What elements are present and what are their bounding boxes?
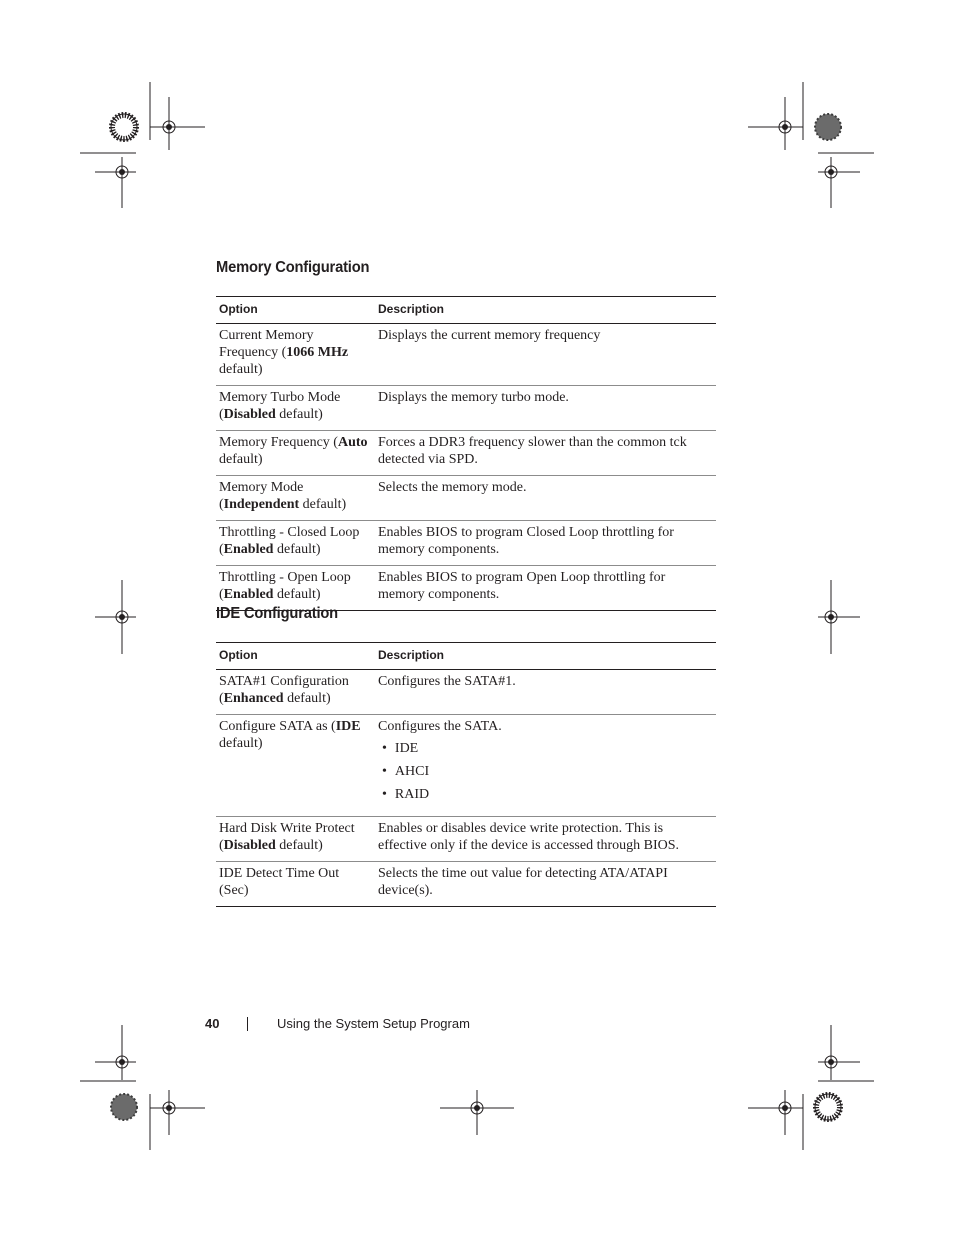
description-cell: Selects the memory mode. (375, 476, 716, 521)
description-cell: Selects the time out value for detecting ATA/ATAPI device(s). (375, 862, 716, 907)
ide-configuration-heading: IDE Configuration (216, 605, 338, 622)
option-column-header: Option (216, 297, 375, 324)
footer-chapter-title: Using the System Setup Program (277, 1016, 470, 1031)
table-header-row (216, 297, 716, 324)
description-cell: Displays the memory turbo mode. (375, 386, 716, 431)
description-cell: Enables BIOS to program Closed Loop throttling for memory components. (375, 521, 716, 566)
ide-rows (216, 670, 716, 907)
option-column-header: Option (216, 643, 375, 670)
memory-configuration-heading: Memory Configuration (216, 259, 370, 276)
description-cell: Forces a DDR3 frequency slower than the common tck detected via SPD. (375, 431, 716, 476)
table-row (216, 670, 716, 715)
table-row (216, 862, 716, 907)
description-cell: Enables or disables device write protection. This is effective only if the device is accessed through BIOS. (375, 817, 716, 862)
table-row (216, 476, 716, 521)
bullet-item: • AHCI (382, 763, 713, 780)
option-cell: SATA#1 Configuration (Enhanced default) (216, 670, 375, 715)
table-row (216, 431, 716, 476)
ide-configuration-table (216, 642, 716, 907)
footer-divider (247, 1017, 248, 1031)
table-row (216, 566, 716, 611)
option-cell: IDE Detect Time Out (Sec) (216, 862, 375, 907)
description-cell (375, 715, 716, 817)
bullet-item: • IDE (382, 740, 713, 757)
table-row (216, 715, 716, 817)
bullet-item: • RAID (382, 786, 713, 803)
option-cell: Configure SATA as (IDE default) (216, 715, 375, 817)
description-cell: Enables BIOS to program Open Loop throttling for memory components. (375, 566, 716, 611)
option-cell: Current Memory Frequency (1066 MHz default) (216, 324, 375, 386)
description-cell: Displays the current memory frequency (375, 324, 716, 386)
description-cell: Configures the SATA#1. (375, 670, 716, 715)
memory-rows (216, 324, 716, 611)
table-row (216, 324, 716, 386)
option-cell: Memory Mode (Independent default) (216, 476, 375, 521)
description-text: Configures the SATA. (378, 719, 502, 734)
bullet-list (378, 740, 713, 803)
option-cell: Throttling - Open Loop (Enabled default) (216, 566, 375, 611)
option-cell: Hard Disk Write Protect (Disabled default) (216, 817, 375, 862)
option-cell: Throttling - Closed Loop (Enabled default) (216, 521, 375, 566)
table-row (216, 817, 716, 862)
table-row (216, 386, 716, 431)
table-row (216, 521, 716, 566)
option-cell: Memory Turbo Mode (Disabled default) (216, 386, 375, 431)
option-cell: Memory Frequency (Auto default) (216, 431, 375, 476)
description-column-header: Description (375, 643, 716, 670)
description-column-header: Description (375, 297, 716, 324)
page-number: 40 (205, 1016, 220, 1031)
memory-configuration-table (216, 296, 716, 611)
table-header-row (216, 643, 716, 670)
